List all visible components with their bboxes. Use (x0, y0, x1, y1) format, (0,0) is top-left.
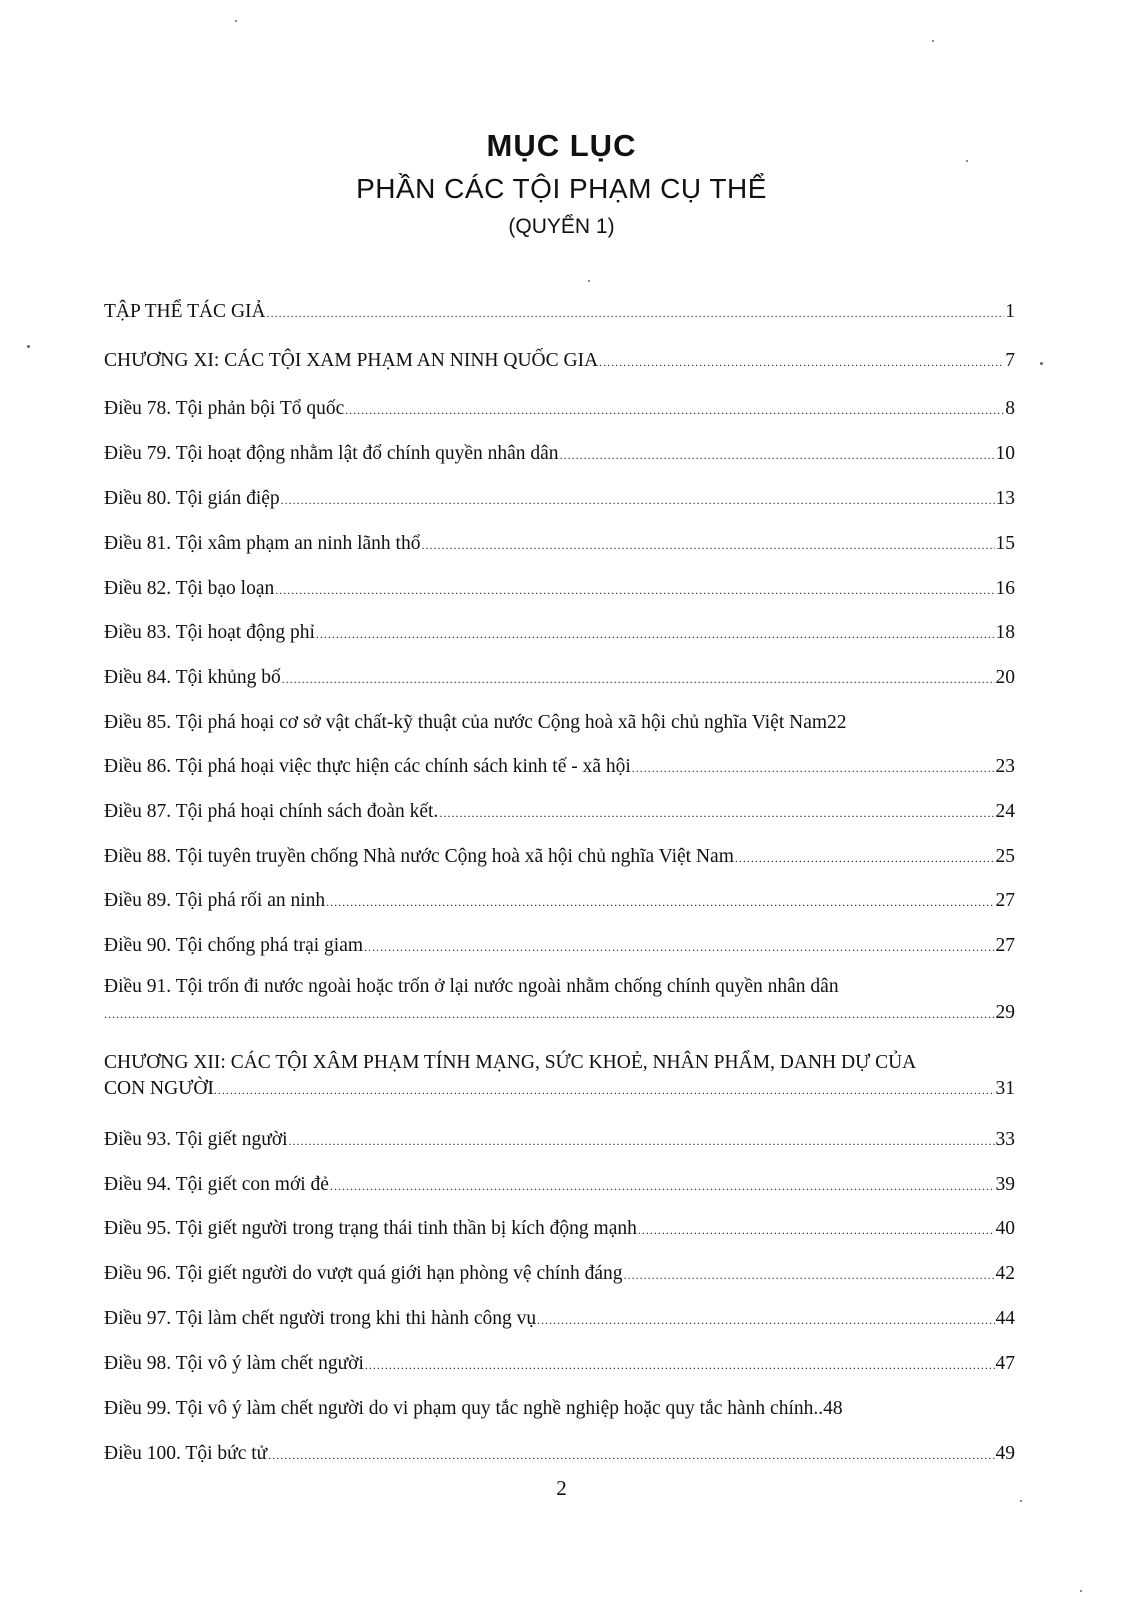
toc-entry-text: Điều 84. Tội khủng bố (104, 667, 281, 688)
toc-entry-text: Điều 87. Tội phá hoại chính sách đoàn kết. (104, 801, 439, 822)
leader-dots (104, 1002, 995, 1026)
scan-speck (27, 345, 30, 348)
toc-entry-page: 8 (1005, 398, 1015, 419)
toc-entry-page: 33 (995, 1129, 1015, 1150)
toc-entry (104, 1307, 1015, 1332)
toc-entry-page: 15 (995, 533, 1015, 554)
toc-entry-page: 13 (995, 488, 1015, 509)
toc-entry-text: Điều 90. Tội chống phá trại giam (104, 935, 364, 956)
toc-entry (104, 532, 1015, 557)
leader-dots (624, 1263, 995, 1287)
scan-speck (1080, 1590, 1082, 1592)
toc-entry (104, 1128, 1015, 1153)
leader-dots (537, 1308, 994, 1332)
leader-dots (316, 622, 995, 646)
toc-entry-page: 40 (995, 1218, 1015, 1239)
toc-entry (104, 1352, 1015, 1377)
leader-dots (638, 1218, 995, 1242)
leader-dots (560, 443, 995, 467)
toc-entry-page: 16 (995, 578, 1015, 599)
toc-entry-text: Điều 91. Tội trốn đi nước ngoài hoặc trốn ở lại nước ngoài nhằm chống chính quyền nhân dân (104, 976, 839, 997)
toc-entry-page: 10 (995, 443, 1015, 464)
toc-entry (104, 1173, 1015, 1198)
toc-entry (104, 1262, 1015, 1287)
scan-speck (932, 40, 934, 42)
toc-entry-page: 27 (995, 890, 1015, 911)
page-number: 2 (556, 1476, 567, 1500)
toc-entry-page: 25 (995, 846, 1015, 867)
toc-entry-text: Điều 89. Tội phá rối an ninh (104, 890, 326, 911)
toc-entry-text: Điều 100. Tội bức tử (104, 1443, 268, 1464)
toc-entry-text: CHƯƠNG XII: CÁC TỘI XÂM PHẠM TÍNH MẠNG, SỨC KHOẺ, NHÂN PHẨM, DANH DỰ CỦA (104, 1052, 917, 1073)
toc-entry-page: 20 (995, 667, 1015, 688)
toc-entry-text: Điều 85. Tội phá hoại cơ sở vật chất-kỹ thuật của nước Cộng hoà xã hội chủ nghĩa Việt Nam (104, 712, 828, 733)
toc-entry-text: Điều 94. Tội giết con mới đẻ (104, 1174, 329, 1195)
toc-entry-page: 42 (995, 1263, 1015, 1284)
toc-entry-page: 24 (995, 801, 1015, 822)
toc-entry (104, 349, 1015, 374)
leader-dots (281, 488, 995, 512)
toc-entry (104, 1397, 1015, 1421)
toc-entry (104, 442, 1015, 467)
toc-entry-text: Điều 99. Tội vô ý làm chết người do vi phạm quy tắc nghề nghiệp hoặc quy tắc hành chính.. (104, 1398, 824, 1419)
toc-volume: (QUYỂN 1) (508, 215, 615, 238)
toc-entry-text: Điều 95. Tội giết người trong trạng thái tinh thần bị kích động mạnh (104, 1218, 637, 1239)
toc-entry-page: 23 (995, 756, 1015, 777)
toc-entry (104, 975, 1015, 1026)
toc-title: MỤC LỤC (486, 128, 637, 163)
leader-dots (439, 801, 994, 825)
leader-dots (345, 398, 1004, 422)
toc-entry-text: Điều 98. Tội vô ý làm chết người (104, 1353, 364, 1374)
toc-entry (104, 755, 1015, 780)
toc-entry (104, 934, 1015, 959)
toc-entry-text: Điều 81. Tội xâm phạm an ninh lãnh thổ (104, 533, 421, 554)
toc-entry (104, 1442, 1015, 1467)
toc-subtitle: PHẦN CÁC TỘI PHẠM CỤ THỂ (356, 173, 767, 204)
toc-entry-page: 18 (995, 622, 1015, 643)
toc-entry (104, 577, 1015, 602)
toc-entry-text: Điều 86. Tội phá hoại việc thực hiện các chính sách kinh tế - xã hội (104, 756, 631, 777)
toc-entry-text: Điều 93. Tội giết người (104, 1129, 288, 1150)
toc-entry (104, 1217, 1015, 1242)
toc-entry-text: Điều 97. Tội làm chết người trong khi thi hành công vụ (104, 1308, 537, 1329)
toc-entry (104, 621, 1015, 646)
toc-entry (104, 487, 1015, 512)
toc-entry-page: 31 (995, 1078, 1015, 1099)
toc-entry-page: 39 (995, 1174, 1015, 1195)
leader-dots (330, 1174, 995, 1198)
toc-entry-text: Điều 79. Tội hoạt động nhằm lật đổ chính quyền nhân dân (104, 443, 559, 464)
toc-entry (104, 711, 1015, 735)
toc-entry-page: 44 (995, 1308, 1015, 1329)
toc-entry (104, 397, 1015, 422)
toc-entry (104, 300, 1015, 325)
toc-entry (104, 1051, 1015, 1102)
toc-entry-text: Điều 88. Tội tuyên truyền chống Nhà nước Cộng hoà xã hội chủ nghĩa Việt Nam (104, 846, 734, 867)
leader-dots (282, 667, 995, 691)
toc-entry-text: Điều 78. Tội phản bội Tổ quốc (104, 398, 345, 419)
leader-dots (365, 1353, 995, 1377)
leader-dots (214, 1078, 995, 1102)
toc-entry-text: Điều 83. Tội hoạt động phỉ (104, 622, 315, 643)
leader-dots (268, 1443, 994, 1467)
toc-entry-text: Điều 96. Tội giết người do vượt quá giới hạn phòng vệ chính đáng (104, 1263, 623, 1284)
toc-entry-page: 47 (995, 1353, 1015, 1374)
toc-entry-page: 1 (1005, 301, 1015, 322)
leader-dots (632, 756, 995, 780)
toc-entry-page: 29 (995, 1002, 1015, 1023)
leader-dots (599, 350, 1004, 374)
leader-dots (421, 533, 994, 557)
toc-entry (104, 889, 1015, 914)
leader-dots (735, 846, 995, 870)
toc-entry-page: 7 (1005, 350, 1015, 371)
scan-speck (1020, 1500, 1022, 1502)
leader-dots (326, 890, 994, 914)
toc-entry-text-continued: CON NGƯỜI (104, 1078, 214, 1099)
toc-entry-text: Điều 80. Tội gián điệp (104, 488, 280, 509)
leader-dots (267, 301, 1005, 325)
toc-entry-page: 22 (827, 712, 847, 733)
toc-entry (104, 666, 1015, 691)
toc-entry-page: 48 (823, 1398, 843, 1419)
leader-dots (289, 1129, 995, 1153)
scan-speck (235, 20, 237, 22)
toc-entry-text: TẬP THỂ TÁC GIẢ (104, 301, 266, 322)
leader-dots (275, 578, 994, 602)
toc-entry (104, 845, 1015, 870)
scan-speck (1040, 362, 1043, 365)
toc-entry-text: Điều 82. Tội bạo loạn (104, 578, 275, 599)
toc-entry-text: CHƯƠNG XI: CÁC TỘI XAM PHẠM AN NINH QUỐC GIA (104, 350, 599, 371)
leader-dots (364, 935, 994, 959)
scan-speck (966, 160, 968, 162)
toc-entry-page: 27 (995, 935, 1015, 956)
scan-speck (588, 280, 590, 282)
toc-entry-page: 49 (995, 1443, 1015, 1464)
toc-entry (104, 800, 1015, 825)
